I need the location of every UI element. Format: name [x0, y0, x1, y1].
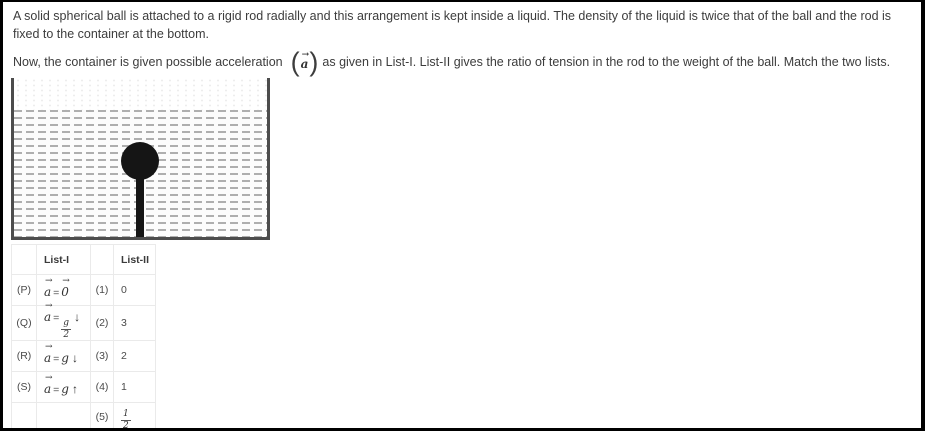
list1-expression: → a = $\frac{g}{2}$ ↓ [37, 306, 91, 341]
rod [136, 176, 144, 237]
table-row-s [12, 372, 156, 403]
match-table [11, 244, 156, 431]
vector-arrow-icon: → [45, 342, 53, 352]
air-region [14, 78, 267, 110]
ball [121, 142, 159, 180]
table-row-p [12, 275, 156, 306]
list2-value: 2 [114, 341, 156, 372]
option-number: (4) [91, 372, 114, 403]
table-row-5 [12, 403, 156, 431]
list1-expression: → a = g ↓ [37, 341, 91, 372]
row-label: (P) [12, 275, 37, 306]
row-label: (S) [12, 372, 37, 403]
fraction-one-half: $\frac{1}{2}$ [123, 409, 129, 431]
vector-a: → a [44, 373, 53, 396]
table-row-r [12, 341, 156, 372]
vector-a: → a [44, 276, 53, 299]
row-label: (R) [12, 341, 37, 372]
acceleration-notation: ( → a ) [290, 47, 319, 77]
down-arrow-icon: ↓ [71, 351, 78, 365]
list2-value [114, 403, 156, 431]
vector-arrow-icon: → [45, 301, 53, 311]
option-number: (1) [91, 275, 114, 306]
row-label: (Q) [12, 306, 37, 341]
option-number: (3) [91, 341, 114, 372]
symbol-g: g [61, 382, 69, 396]
table-row-q [12, 306, 156, 341]
problem-paragraph-2 [13, 47, 915, 77]
list1-header: List-I [37, 245, 91, 275]
problem-statement [13, 7, 915, 77]
vector-arrow-icon: → [301, 50, 310, 60]
list2-value: 1 [114, 372, 156, 403]
container-diagram [11, 78, 270, 240]
option-number: (5) [91, 403, 114, 431]
list2-header: List-II [114, 245, 156, 275]
list2-value: 0 [114, 275, 156, 306]
list1-expression: → a = → 0 [37, 275, 91, 306]
vector-arrow-icon: → [45, 276, 53, 286]
paragraph-2-tail: as given in List-I. List-II gives the ratio of tension in the rod to the weight of the ball. Match the two lists. [322, 55, 891, 69]
fraction-g-over-2: $\frac{g}{2}$ [63, 318, 70, 340]
vector-a: → a [44, 301, 53, 324]
acceleration-vector: → a [301, 55, 309, 73]
vector-arrow-icon: → [45, 373, 53, 383]
vector-a: → a [44, 342, 53, 365]
list2-value: 3 [114, 306, 156, 341]
vector-arrow-icon: → [62, 276, 70, 286]
table-header-row [12, 245, 156, 275]
list1-expression: → a = g ↑ [37, 372, 91, 403]
vector-zero: → 0 [61, 276, 70, 299]
down-arrow-icon: ↓ [74, 310, 81, 324]
problem-paragraph-1: A solid spherical ball is attached to a rigid rod radially and this arrangement is kept inside a liquid. The density of the liquid is twice that of the ball and the rod is fixed to the container at the bottom. [13, 9, 892, 41]
paragraph-2-lead: Now, the container is given possible acceleration [13, 55, 283, 69]
up-arrow-icon: ↑ [71, 382, 78, 396]
symbol-g: g [61, 351, 69, 365]
option-number: (2) [91, 306, 114, 341]
